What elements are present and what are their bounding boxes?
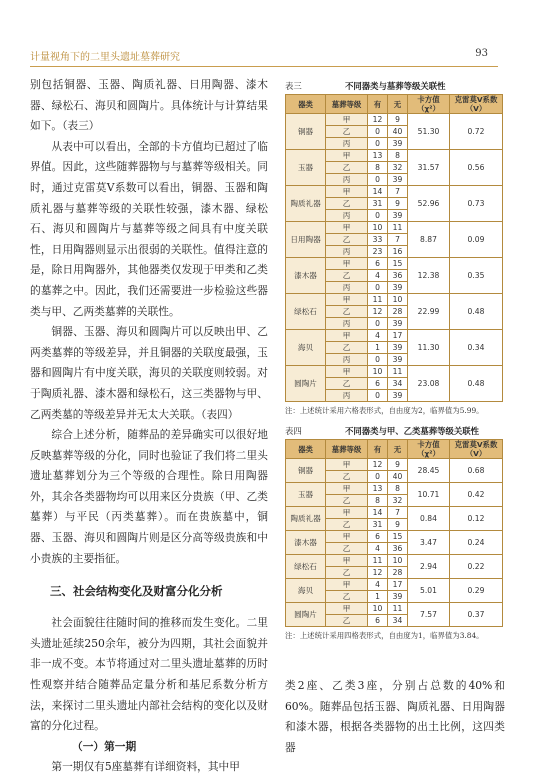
table-row [286,258,503,270]
table-row [286,150,503,162]
table-cell: 甲 [326,186,368,198]
table-cell: 乙 [326,162,368,174]
table-cell: 0.42 [450,483,503,507]
table-cell: 31 [368,198,388,210]
table-cell: 15 [388,531,408,543]
table-cell: 乙 [326,306,368,318]
table-cell: 31.57 [408,150,450,186]
table-cell: 17 [388,330,408,342]
table3-caption [285,80,503,92]
column-header: 克雷莫V系数（V） [450,95,503,114]
table-cell: 12 [368,114,388,126]
table-cell: 甲 [326,222,368,234]
table-cell: 7 [388,507,408,519]
table3-number: 表三 [285,81,302,91]
table-cell: 0.48 [450,366,503,402]
column-header: 器类 [286,440,326,459]
table-cell: 0.73 [450,186,503,222]
table-cell: 12 [368,459,388,471]
table-cell: 6 [368,615,388,627]
table-cell: 铜器 [286,459,326,483]
table-cell: 0.68 [450,459,503,483]
table-cell: 铜器 [286,114,326,150]
table-cell: 漆木器 [286,258,326,294]
table-cell: 日用陶器 [286,222,326,258]
table-cell: 9 [388,198,408,210]
table-cell: 0 [368,390,388,402]
paragraph: 社会面貌往往随时间的推移而发生变化。二里头遗址延续250余年，被分为四期，其社会面貌并非一成不变。本节将通过对二里头遗址墓葬的历时性观察并结合随葬品定量分析和基尼系数分析方法，来探讨二里头遗址内部社会结构的变化以及财富的分化过程。 [30,616,268,733]
table-cell: 0.09 [450,222,503,258]
table-cell: 8 [368,495,388,507]
table-row [286,294,503,306]
table-row [286,222,503,234]
column-header: 卡方值（χ²） [408,440,450,459]
right-column [285,80,503,641]
paragraph: 第一期仅有5座墓葬有详细资料，其中甲 [51,760,240,774]
table-cell: 0.56 [450,150,503,186]
table-cell: 22.99 [408,294,450,330]
table-cell: 丙 [326,318,368,330]
table-row [286,555,503,567]
table-row [286,186,503,198]
table3 [285,94,503,402]
table-cell: 23.08 [408,366,450,402]
table-cell: 28 [388,306,408,318]
table-cell: 0.12 [450,507,503,531]
table-cell: 40 [388,471,408,483]
table-cell: 7 [388,234,408,246]
table-cell: 0 [368,282,388,294]
table-cell: 0 [368,318,388,330]
table-cell: 4 [368,579,388,591]
table-cell: 34 [388,615,408,627]
table-cell: 39 [388,318,408,330]
table-cell: 丙 [326,354,368,366]
table-cell: 乙 [326,342,368,354]
table-cell: 6 [368,531,388,543]
table-cell: 11 [388,603,408,615]
table-cell: 14 [368,507,388,519]
table-cell: 乙 [326,615,368,627]
table-cell: 12 [368,567,388,579]
table-cell: 12 [368,306,388,318]
table-row [286,366,503,378]
left-column [30,75,268,778]
running-header: 计量视角下的二里头遗址墓葬研究 [30,52,180,63]
table-cell: 16 [388,246,408,258]
table-cell: 10.71 [408,483,450,507]
table-cell: 丙 [326,138,368,150]
table-cell: 乙 [326,471,368,483]
table-cell: 5.01 [408,579,450,603]
table-cell: 10 [388,294,408,306]
table-cell: 乙 [326,378,368,390]
table-cell: 10 [368,366,388,378]
table-cell: 0.29 [450,579,503,603]
table-row [286,483,503,495]
table-cell: 3.47 [408,531,450,555]
table-cell: 丙 [326,282,368,294]
table-cell: 39 [388,138,408,150]
table-cell: 10 [388,555,408,567]
table-cell: 0.22 [450,555,503,579]
table-cell: 23 [368,246,388,258]
table-cell: 40 [388,126,408,138]
table-cell: 甲 [326,483,368,495]
table-cell: 玉器 [286,483,326,507]
table-cell: 甲 [326,114,368,126]
table4-caption [285,425,503,437]
column-header: 有 [368,440,388,459]
table-cell: 8 [388,150,408,162]
table-cell: 0.72 [450,114,503,150]
table-row [286,114,503,126]
table-cell: 0.24 [450,531,503,555]
table-cell: 31 [368,519,388,531]
table-row [286,603,503,615]
table-cell: 33 [368,234,388,246]
table-cell: 28 [388,567,408,579]
table-cell: 51.30 [408,114,450,150]
table-cell: 39 [388,390,408,402]
table-cell: 丙 [326,390,368,402]
table-cell: 甲 [326,555,368,567]
subsection-title: （一）第一期 [72,739,137,753]
table-cell: 乙 [326,126,368,138]
table-cell: 36 [388,543,408,555]
column-header: 卡方值（χ²） [408,95,450,114]
table-cell: 甲 [326,531,368,543]
table-row [286,531,503,543]
table-cell: 0.48 [450,294,503,330]
table-row [286,579,503,591]
table-cell: 11 [388,366,408,378]
table-cell: 乙 [326,234,368,246]
table-cell: 8.87 [408,222,450,258]
table-cell: 14 [368,186,388,198]
table-cell: 17 [388,579,408,591]
table-cell: 32 [388,162,408,174]
table-cell: 甲 [326,150,368,162]
table3-note: 注：上述统计采用六格表形式，自由度为2，临界值为5.99。 [285,406,484,415]
table-cell: 0.37 [450,603,503,627]
table-cell: 4 [368,330,388,342]
table-cell: 4 [368,270,388,282]
table-cell: 丙 [326,210,368,222]
table-cell: 10 [368,222,388,234]
table-cell: 11 [388,222,408,234]
table-cell: 乙 [326,543,368,555]
table3-title: 不同器类与墓葬等级关联性 [345,81,446,91]
table-cell: 36 [388,270,408,282]
table4-note: 注：上述统计采用四格表形式，自由度为1，临界值为3.84。 [285,631,484,640]
column-header: 克雷莫V系数（V） [450,440,503,459]
table-cell: 甲 [326,366,368,378]
table4 [285,439,503,627]
table-cell: 2.94 [408,555,450,579]
table-cell: 10 [368,603,388,615]
table-cell: 0 [368,126,388,138]
table-cell: 13 [368,483,388,495]
column-header: 器类 [286,95,326,114]
table-cell: 32 [388,495,408,507]
table-cell: 13 [368,150,388,162]
header-rule [30,66,498,67]
paragraph: 类2座、乙类3座，分别占总数的40%和60%。随葬品包括玉器、陶质礼器、日用陶器和漆木器，根据各类器物的出土比例，这四类器 [285,679,505,754]
table-cell: 丙 [326,246,368,258]
table-cell: 陶质礼器 [286,186,326,222]
table-cell: 漆木器 [286,531,326,555]
table-cell: 0 [368,138,388,150]
table4-number: 表四 [285,426,302,436]
table-cell: 甲 [326,294,368,306]
table-cell: 海贝 [286,579,326,603]
table-cell: 乙 [326,591,368,603]
table-cell: 玉器 [286,150,326,186]
table-cell: 0 [368,210,388,222]
table-cell: 丙 [326,174,368,186]
table-cell: 7.57 [408,603,450,627]
table-cell: 39 [388,342,408,354]
table-cell: 11.30 [408,330,450,366]
table-cell: 28.45 [408,459,450,483]
table-cell: 圆陶片 [286,366,326,402]
column-header: 无 [388,95,408,114]
table-cell: 39 [388,282,408,294]
table-cell: 0.34 [450,330,503,366]
paragraph: 铜器、玉器、海贝和圆陶片可以反映出甲、乙两类墓葬的等级差异，并且铜器的关联度最强，玉器和圆陶片有中度关联，海贝的关联度则较弱。对于陶质礼器、漆木器和绿松石，这三类器物与甲、乙两类墓的等级差异并无太大关联。（表四） [30,325,268,421]
table-cell: 甲 [326,459,368,471]
column-header: 墓葬等级 [326,95,368,114]
table-cell: 11 [368,294,388,306]
column-header: 墓葬等级 [326,440,368,459]
section-title: 三、社会结构变化及财富分化分析 [50,584,223,599]
table-cell: 乙 [326,270,368,282]
table-cell: 甲 [326,330,368,342]
table-cell: 乙 [326,198,368,210]
table-cell: 39 [388,591,408,603]
table-cell: 绿松石 [286,294,326,330]
right-text [285,676,505,758]
column-header: 有 [368,95,388,114]
table-row [286,330,503,342]
table-cell: 0.35 [450,258,503,294]
table-cell: 39 [388,210,408,222]
table-cell: 9 [388,114,408,126]
table-cell: 0 [368,174,388,186]
table4-title: 不同器类与甲、乙类墓葬等级关联性 [345,426,479,436]
table-cell: 圆陶片 [286,603,326,627]
table-cell: 34 [388,378,408,390]
table-cell: 8 [388,483,408,495]
table-cell: 0 [368,354,388,366]
table-cell: 绿松石 [286,555,326,579]
table-cell: 6 [368,258,388,270]
table-cell: 1 [368,342,388,354]
table-cell: 12.38 [408,258,450,294]
table-cell: 0 [368,471,388,483]
table-cell: 39 [388,354,408,366]
table-cell: 15 [388,258,408,270]
page-number: 93 [475,48,488,59]
table-cell: 52.96 [408,186,450,222]
table-row [286,507,503,519]
table-row [286,459,503,471]
table-cell: 甲 [326,507,368,519]
table-cell: 乙 [326,495,368,507]
table-cell: 11 [368,555,388,567]
table-cell: 乙 [326,567,368,579]
paragraph: 综合上述分析，随葬品的差异确实可以很好地反映墓葬等级的分化，同时也验证了我们将二里头遗址墓葬划分为三个等级的合理性。除日用陶器外，其余各类器物均可以用来区分贵族（甲、乙类墓葬）与平民（丙类墓葬）。而在贵族墓中，铜器、玉器、海贝和圆陶片则是区分高等级贵族和中小贵族的主要指征。 [30,428,268,565]
paragraph: 从表中可以看出，全部的卡方值均已超过了临界值。因此，这些随葬器物与与墓葬等级相关。同时，通过克雷莫V系数可以看出，铜器、玉器和陶质礼器与墓葬等级的关联性较强，漆木器、绿松石、海贝和圆陶片与墓葬等级之间具有中度关联性，日用陶器则显示出很弱的关联性。值得注意的是，除日用陶器外，其他器类仅发现于甲类和乙类的墓葬之中。因此，我们还需要进一步检验这些器类与甲、乙两类墓葬的关联性。 [30,139,268,318]
table-cell: 甲 [326,258,368,270]
table-cell: 9 [388,519,408,531]
table-cell: 陶质礼器 [286,507,326,531]
table-cell: 7 [388,186,408,198]
table-cell: 1 [368,591,388,603]
table-cell: 甲 [326,579,368,591]
paragraph: 别包括铜器、玉器、陶质礼器、日用陶器、漆木器、绿松石、海贝和圆陶片。具体统计与计算结果如下。（表三） [30,78,268,133]
table-cell: 39 [388,174,408,186]
table-cell: 6 [368,378,388,390]
table-cell: 0.84 [408,507,450,531]
table-cell: 乙 [326,519,368,531]
table-cell: 甲 [326,603,368,615]
table-cell: 海贝 [286,330,326,366]
table-cell: 9 [388,459,408,471]
table-cell: 8 [368,162,388,174]
table-cell: 4 [368,543,388,555]
column-header: 无 [388,440,408,459]
